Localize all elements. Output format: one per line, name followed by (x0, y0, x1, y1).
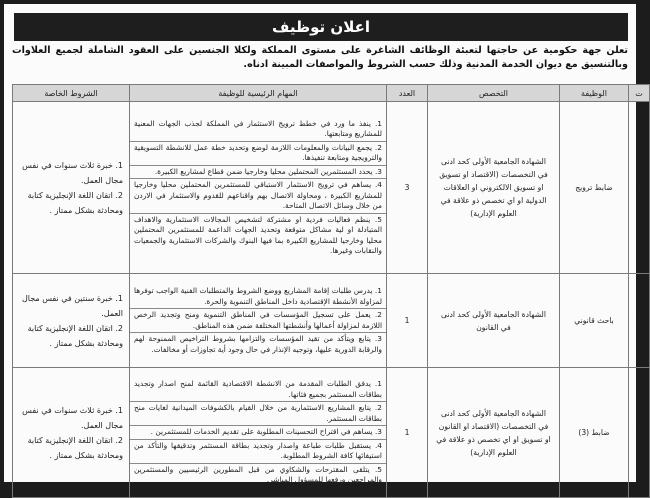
condition-item: 1. خبرة سنتين في نفس مجال العمل. (21, 293, 123, 318)
task-item: 2. يعمل على تسجيل المؤسسات في المناطق التنموية ومنح وتجديد الرخص اللازمة لمزاولة أعمالها وأنشطتها المختلفة ضمن هذه المناطق. (130, 309, 386, 333)
condition-item: 1. خبرة ثلاث سنوات في نفس مجال العمل. (22, 405, 123, 430)
header-tasks: المهام الرئيسية للوظيفة (130, 85, 387, 102)
table-row (13, 368, 650, 498)
task-item: 4. يستقبل طلبات طباعة واصدار وتجديد بطاقة المستثمر وتدقيقها والتأكد من استيفائها كافة الشروط المطلوبة. (130, 440, 386, 464)
header-spec: التخصص (428, 85, 560, 102)
task-item: 5. يتلقى المقترحات والشكاوي من قبل المطورين الرئيسيين والمستثمرين والمراجعين ورفعها للمسؤول المباشر. (134, 464, 382, 485)
row-job: باحث قانوني (560, 274, 629, 368)
ad-title: اعلان توظيف (14, 13, 628, 41)
task-item: 2. يتابع المشاريع الاستثمارية من خلال القيام بالكشوفات الميدانية لغايات منح بطاقات المستثمر. (130, 402, 386, 426)
row-conditions (13, 274, 130, 368)
row-conditions (13, 102, 130, 274)
row-count: 1 (387, 368, 428, 498)
header-num: ت (629, 85, 650, 102)
row-tasks (130, 274, 387, 368)
row-num: 3 (629, 368, 650, 498)
row-spec: الشهادة الجامعية الأولى كحد ادنى في التخصصات (الاقتصاد او تسويق او تسويق الالكتروني او العلاقات الدولية او اي تخصص ذو علاقة في العلوم الإدارية) (428, 102, 560, 274)
task-item: 3. يساهم في اقتراح التحسينات المطلوبة على تقديم الخدمات للمستثمرين . (130, 426, 386, 440)
condition-item: 2. اتقان اللغة الإنجليزية كتابة ومحادثة بشكل ممتاز . (27, 435, 123, 460)
row-count: 1 (387, 274, 428, 368)
header-job: الوظيفة (560, 85, 629, 102)
task-item: 1. يدقق الطلبات المقدمة من الانشطة الاقتصادية القائمة لمنح اصدار وتجديد بطاقات المستثمر بجميع فئاتها. (130, 378, 386, 402)
row-tasks (130, 368, 387, 498)
row-spec: الشهادة الجامعية الأولى كحد ادنى في القانون (428, 274, 560, 368)
table-row (13, 102, 650, 274)
task-item: 3. يتابع ويتأكد من تقيد المؤسسات والتزامها بشروط التراخيص الممنوحة لهم والرقابة الدورية عليها، وتوجيه الإنذار في حال وجود أية تجاوزات أو مخالفات. (134, 334, 382, 354)
condition-item: 2. اتقان اللغة الإنجليزية كتابة ومحادثة بشكل ممتاز . (27, 323, 123, 348)
row-count: 3 (387, 102, 428, 274)
row-num: 2 (629, 274, 650, 368)
task-item: 2. يجمع البيانات والمعلومات اللازمة لوضع وتحديد خطة عمل للانشطة التسويقية والترويجية ومتابعة تنفيذها. (130, 142, 386, 166)
row-job: ضابط ترويج (560, 102, 629, 274)
task-item: 3. يحدد المستثمرين المحتملين محليا وخارجيا ضمن قطاع لمشاريع الكبيرة. (130, 166, 386, 180)
row-tasks (130, 102, 387, 274)
task-item: 4. يساهم في ترويج الاستثمار الاستباقي للمستثمرين المحتملين محليا وخارجيا للمشاريع الكبيرة ، ومحاولة الاتصال بهم واقناعهم للقدوم والاستثمار في الاردن من خلال وسائل الاتصال المتاحة. (130, 179, 386, 214)
row-spec: الشهادة الجامعية الأولى كحد ادنى في التخصصات (الاقتصاد او القانون او تسويق او اي تخصص ذو علاقة في العلوم الإدارية) (428, 368, 560, 498)
table-row (13, 274, 650, 368)
header-count: العدد (387, 85, 428, 102)
job-advertisement-page (4, 4, 643, 485)
task-item: 1. ينفذ ما ورد في خطط ترويج الاستثمار في المملكة لجذب الجهات المعنية للمشاريع ومتابعتها. (130, 118, 386, 142)
table-header-row (13, 85, 650, 102)
row-num: 1 (629, 102, 650, 274)
header-cond: الشروط الخاصة (13, 85, 130, 102)
jobs-table (12, 84, 650, 498)
intro-paragraph: تعلن جهة حكومية عن حاجتها لتعبئة الوظائف الشاغرة على مستوى المملكة ولكلا الجنسين على العقود الشاملة لجميع العلاوات وبالتنسيق مع ديوان الخدمة المدنية وذلك حسب الشروط والمواصفات المبينة ادناه. (12, 45, 628, 70)
row-job: ضابط (3) (560, 368, 629, 498)
task-item: 1. يدرس طلبات إقامة المشاريع ووضع الشروط والمتطلبات الفنية الواجب توفرها لمزاولة الأنشطة الإقتصادية داخل المناطق التنموية والحرة. (130, 285, 386, 309)
task-item: 5. ينظم فعاليات فردية او مشتركة لتشخيص المجالات الاستثمارية والاهداف المتبادلة او لية مشاكل متوقعة وتحديد الجهات الداعمة للمستثمرين المحتملين محليا وخارجيا للمشاريع الكبيرة بما فيها البنوك والشركات الاستثمارية والجمعيات والنقابات وغيرها. (134, 214, 382, 255)
condition-item: 1. خبرة ثلاث سنوات في نفس مجال العمل. (22, 160, 123, 185)
row-conditions (13, 368, 130, 498)
condition-item: 2. اتقان اللغة الإنجليزية كتابة ومحادثة بشكل ممتاز . (27, 190, 123, 215)
